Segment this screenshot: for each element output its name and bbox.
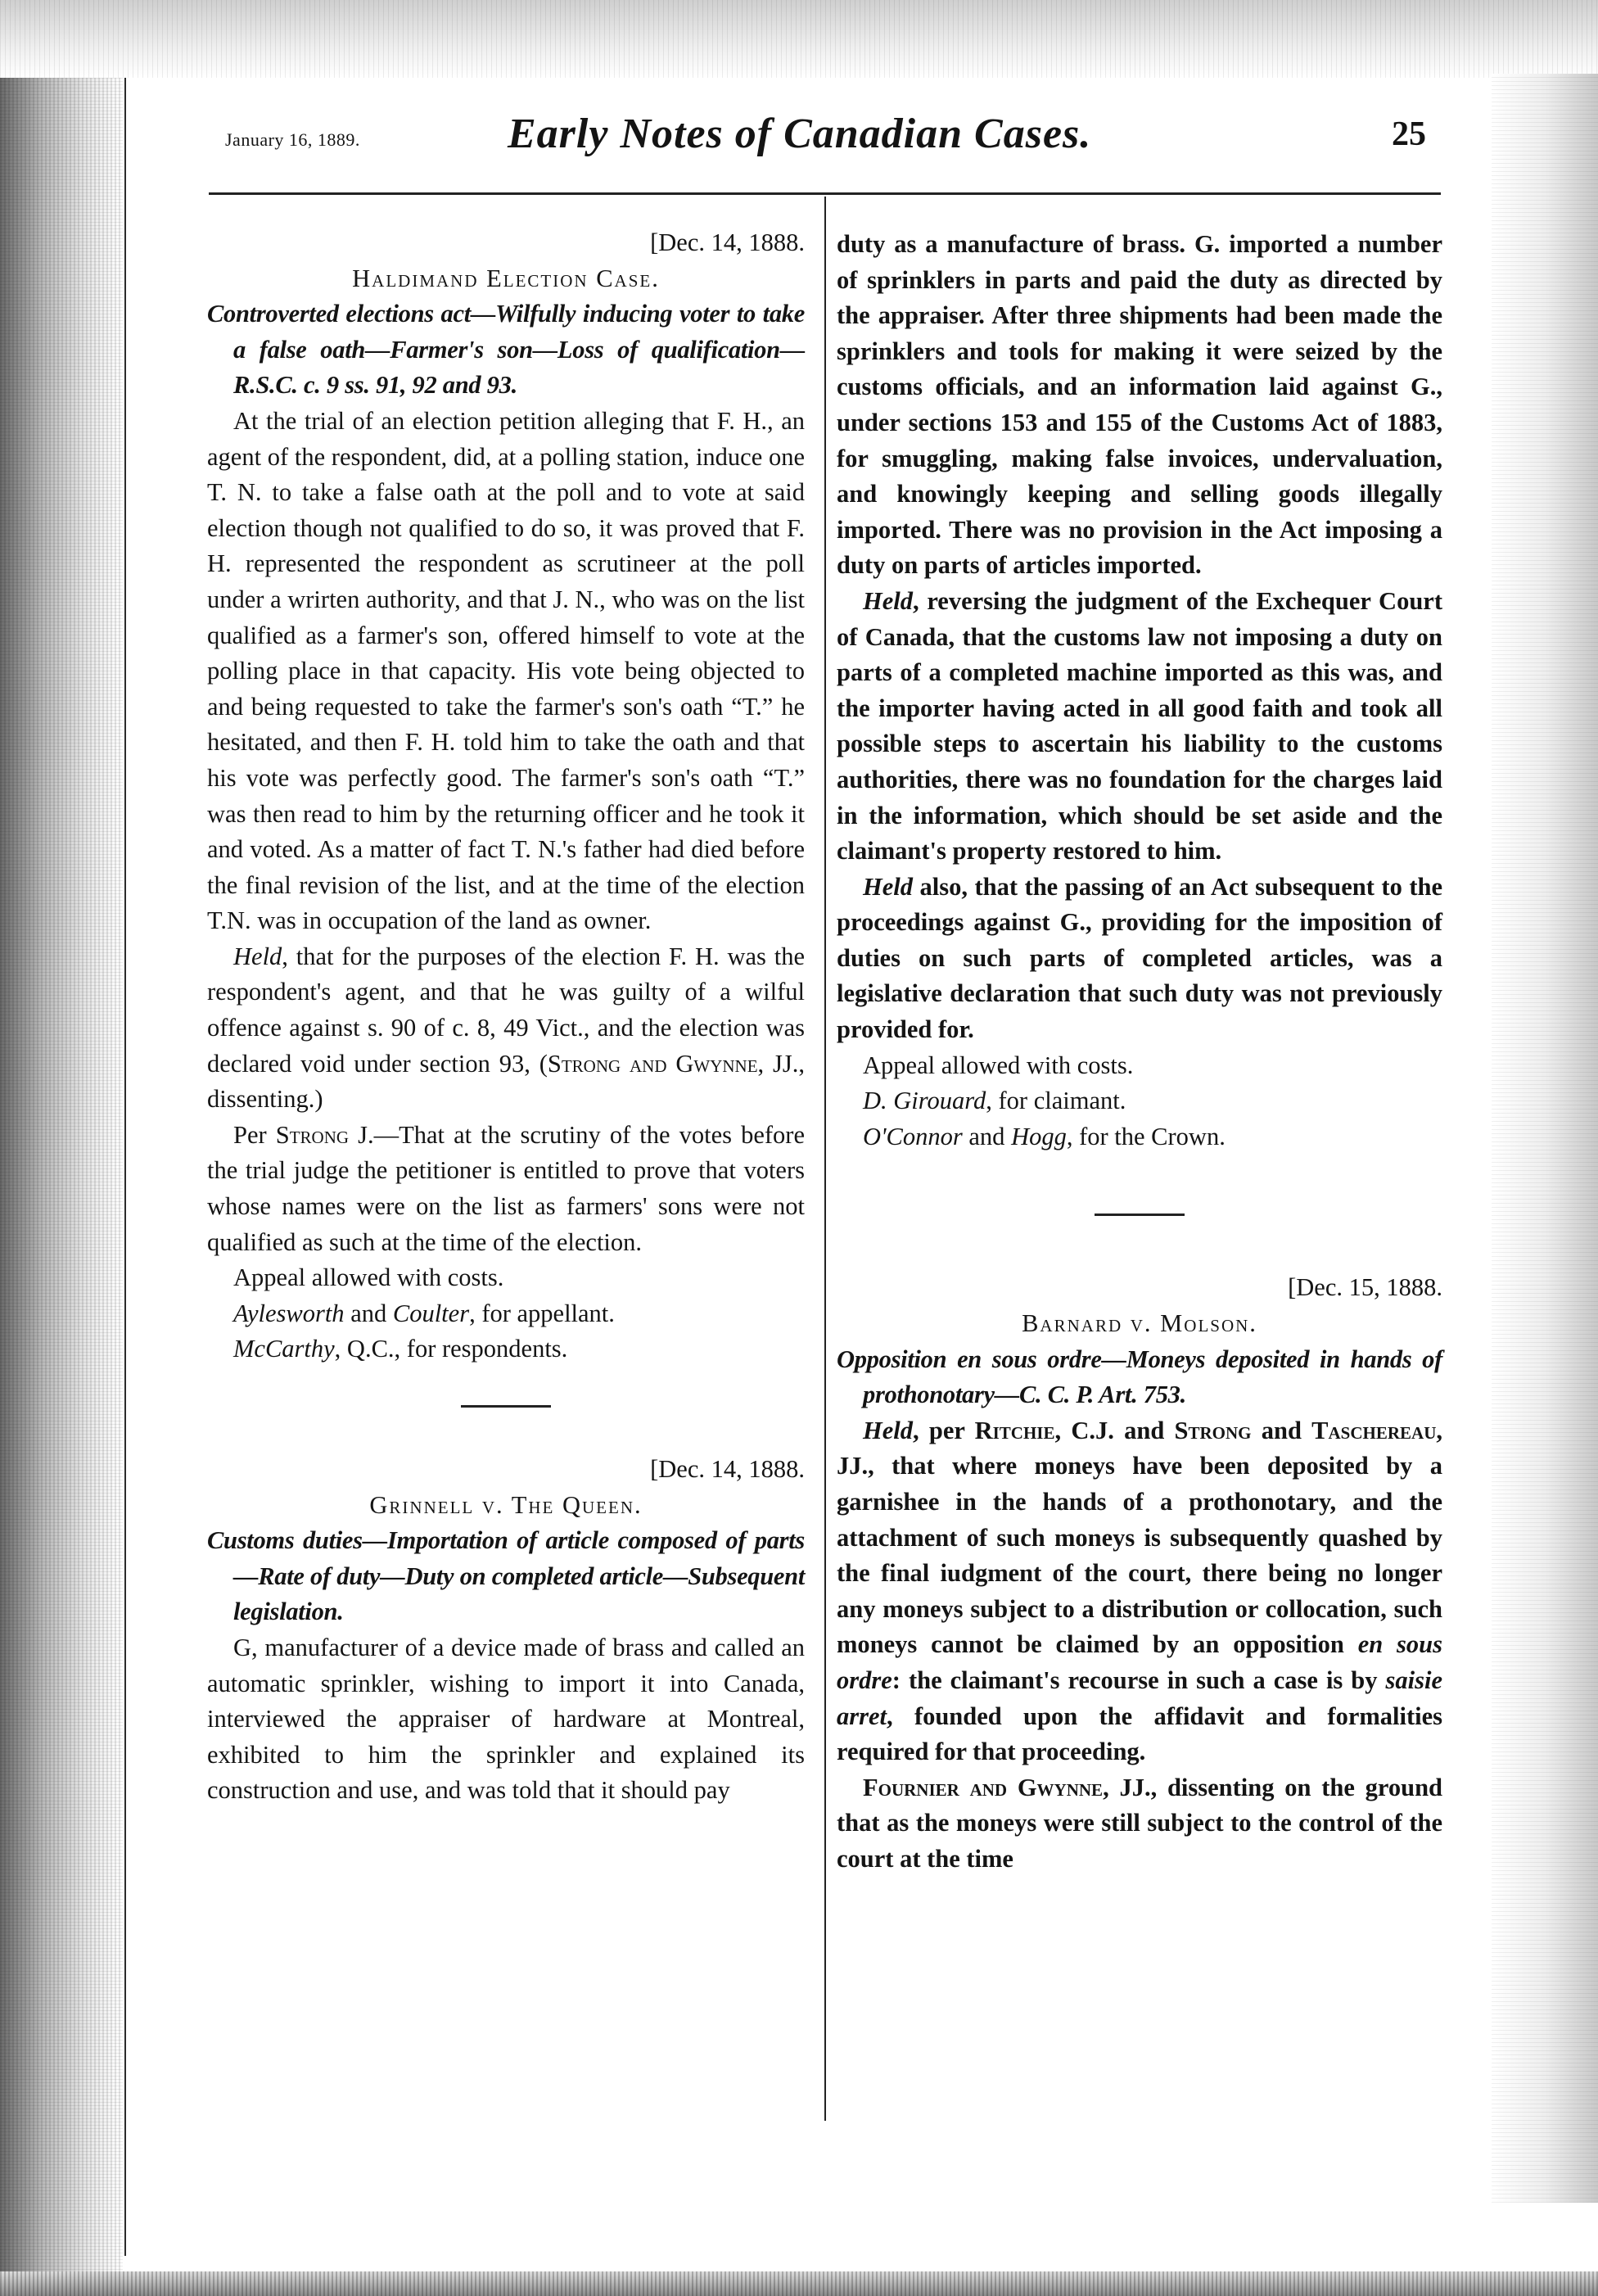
- case-title: Barnard v. Molson.: [1022, 1309, 1257, 1338]
- held-word: Held: [863, 872, 913, 901]
- case-date: [Dec. 14, 1888.: [650, 1455, 805, 1483]
- holding-text: , per: [913, 1416, 975, 1444]
- counsel-name: McCarthy: [233, 1335, 335, 1363]
- case-haldimand: [207, 225, 805, 1367]
- page-number: 25: [1392, 115, 1426, 153]
- holding-text: also, that the passing of an Act subsequent to the proceedings against G., providing for the imposition of duties on such parts of completed articles, was a legislative declaration that such duty was not previously provided for.: [837, 872, 1442, 1044]
- judge-name: Ritchie: [974, 1416, 1055, 1444]
- case-facts: G, manufacturer of a device made of brass and called an automatic sprinkler, wishing to import it into Canada, interviewed the appraiser of hardware at Montreal, exhibited to him the sprinkler and explained its construction and use, and was told that it should pay: [207, 1633, 805, 1805]
- dissent-paragraph: [837, 1770, 1442, 1878]
- counsel-claimant: [837, 1083, 1442, 1119]
- held-word: Held: [863, 1416, 913, 1444]
- holding-text: , C.J. and: [1054, 1416, 1175, 1444]
- case-facts: At the trial of an election petition alleging that F. H., an agent of the respondent, did, at a polling station, induce one T. N. to take a false oath at the poll and to vote at said election though not qualified to do so, it was proved that F. H. represented the respondent as scrutineer at the poll under a wrirten authority, and that J. N., who was on the list qualified as a farmer's son, offered himself to vote at the polling place in that capacity. His vote being objected to and being requested to take the farmer's son's oath “T.” he hesitated, and then F. H. told him to take the oath and that his vote was perfectly good. The farmer's son's oath “T.” was then read to him by the returning officer and he took it and voted. As a matter of fact T. N.'s father had died before the final revision of the list, and at the time of the election T.N. was in occupation of the land as owner.: [207, 406, 805, 935]
- counsel-crown: [837, 1119, 1442, 1155]
- counsel-joiner: and: [962, 1122, 1012, 1150]
- left-column: [207, 225, 805, 1809]
- scan-edge-top: [0, 0, 1598, 78]
- holding-paragraph: [837, 584, 1442, 870]
- counsel-role: , Q.C., for respondents.: [334, 1335, 568, 1363]
- column-rule: [824, 197, 826, 2121]
- latin-term: saisie arret: [837, 1666, 1442, 1730]
- case-facts-continued: duty as a manufacture of brass. G. imported a number of sprinklers in parts and paid the duty as directed by the appraiser. After three shipments had been made the sprinklers and tools for making it were seized by the customs officials, and an information laid against G., under sections 153 and 155 of the Customs Act of 1883, for smuggling, making false invoices, undervaluation, and knowingly keeping and selling goods illegally imported. There was no provision in the Act imposing a duty on parts of articles imported.: [837, 230, 1442, 580]
- judge-name: Taschereau: [1311, 1416, 1437, 1444]
- page-border: [124, 78, 126, 2256]
- scan-edge-right: [1492, 74, 1598, 2203]
- counsel-name: Hogg: [1011, 1122, 1067, 1150]
- holding-text: : the claimant's recourse in such a case is by: [892, 1666, 1386, 1694]
- holding-paragraph: [207, 939, 805, 1118]
- scan-edge-bottom: [0, 2271, 1598, 2296]
- holding-paragraph: [837, 1413, 1442, 1770]
- holding-text: , that for the purposes of the election F. H. was the respondent's agent, and that he was guilty of a wilful offence against s. 90 of c. 8, 49 Vict., and the election was declared void under section 93, (: [207, 942, 805, 1078]
- case-grinnell: [207, 1452, 805, 1809]
- holding-paragraph-2: [837, 870, 1442, 1048]
- counsel-role: , for claimant.: [986, 1087, 1126, 1115]
- holding-text: , founded upon the affidavit and formalities required for that proceeding.: [837, 1702, 1442, 1766]
- counsel-role: , for appellant.: [469, 1299, 615, 1327]
- section-divider: [461, 1405, 551, 1408]
- appeal-result: Appeal allowed with costs.: [233, 1263, 504, 1292]
- header-rule: [209, 192, 1441, 195]
- case-catchwords: Controverted elections act—Wilfully inducing voter to take a false oath—Farmer's son—Loss of qualification—R.S.C. c. 9 ss. 91, 92 and 93.: [207, 300, 805, 400]
- section-divider: [1095, 1214, 1185, 1216]
- case-title: Grinnell v. The Queen.: [369, 1490, 643, 1519]
- holding-text: and: [1251, 1416, 1312, 1444]
- counsel-role: , for the Crown.: [1066, 1122, 1226, 1150]
- per-judge: Strong: [275, 1120, 350, 1149]
- case-title: Haldimand Election Case.: [352, 264, 660, 292]
- running-header-title: Early Notes of Canadian Cases.: [508, 111, 1092, 157]
- held-word: Held: [863, 586, 913, 615]
- right-column: [837, 227, 1442, 1878]
- counsel-appellant: [207, 1296, 805, 1332]
- held-word: Held: [233, 942, 282, 970]
- dissent-text: , JJ., dissenting.): [207, 1049, 806, 1114]
- case-grinnell-continued: [837, 227, 1442, 1155]
- counsel-respondents: [207, 1331, 805, 1367]
- case-date: [Dec. 14, 1888.: [650, 228, 805, 256]
- counsel-name: O'Connor: [863, 1122, 963, 1150]
- holding-text: , reversing the judgment of the Exchequer Court of Canada, that the customs law not imposing a duty on parts of a completed machine imported as this was, and the importer having acted in all good faith and took all possible steps to ascertain his liability to the customs authorities, there was no foundation for the charges laid in the information, which should be set aside and the claimant's property restored to him.: [837, 586, 1442, 866]
- case-date: [Dec. 15, 1888.: [1288, 1273, 1442, 1302]
- running-header-date: January 16, 1889.: [225, 129, 360, 150]
- holding-text: , JJ., that where moneys have been deposited by a garnishee in the hands of a prothonotary, and the attachment of such moneys is subsequently quashed by the final iudgment of the court, there being no longer any moneys subject to a distribution or collocation, such moneys cannot be claimed by an opposition: [837, 1416, 1442, 1659]
- latin-term: en sous ordre: [837, 1630, 1443, 1694]
- dissenting-judges: Strong and Gwynne: [547, 1049, 758, 1078]
- per-curiam-paragraph: [207, 1118, 805, 1260]
- case-barnard: [837, 1270, 1442, 1877]
- counsel-name: D. Girouard: [863, 1087, 986, 1115]
- per-text: J.—That at the scrutiny of the votes before the trial judge the petitioner is entitled to prove that voters whose names were on the list as farmers' sons were not qualified as such at the time of the election.: [207, 1120, 805, 1256]
- judge-name: Strong: [1174, 1416, 1252, 1444]
- counsel-joiner: and: [344, 1299, 393, 1327]
- dissenting-judges: Fournier and Gwynne: [863, 1773, 1104, 1801]
- scan-edge-left: [0, 0, 123, 2296]
- case-catchwords: Opposition en sous ordre—Moneys deposited in hands of prothonotary—C. C. P. Art. 753.: [837, 1345, 1442, 1409]
- counsel-name: Coulter: [392, 1299, 470, 1327]
- appeal-result: Appeal allowed with costs.: [863, 1051, 1134, 1079]
- case-catchwords: Customs duties—Importation of article composed of parts—Rate of duty—Duty on completed article—Subsequent legislation.: [207, 1526, 805, 1626]
- dissent-text: , JJ., dissenting on the ground that as the moneys were still subject to the control of the court at the time: [837, 1773, 1443, 1873]
- per-prefix: Per: [233, 1120, 276, 1149]
- counsel-name: Aylesworth: [233, 1299, 345, 1327]
